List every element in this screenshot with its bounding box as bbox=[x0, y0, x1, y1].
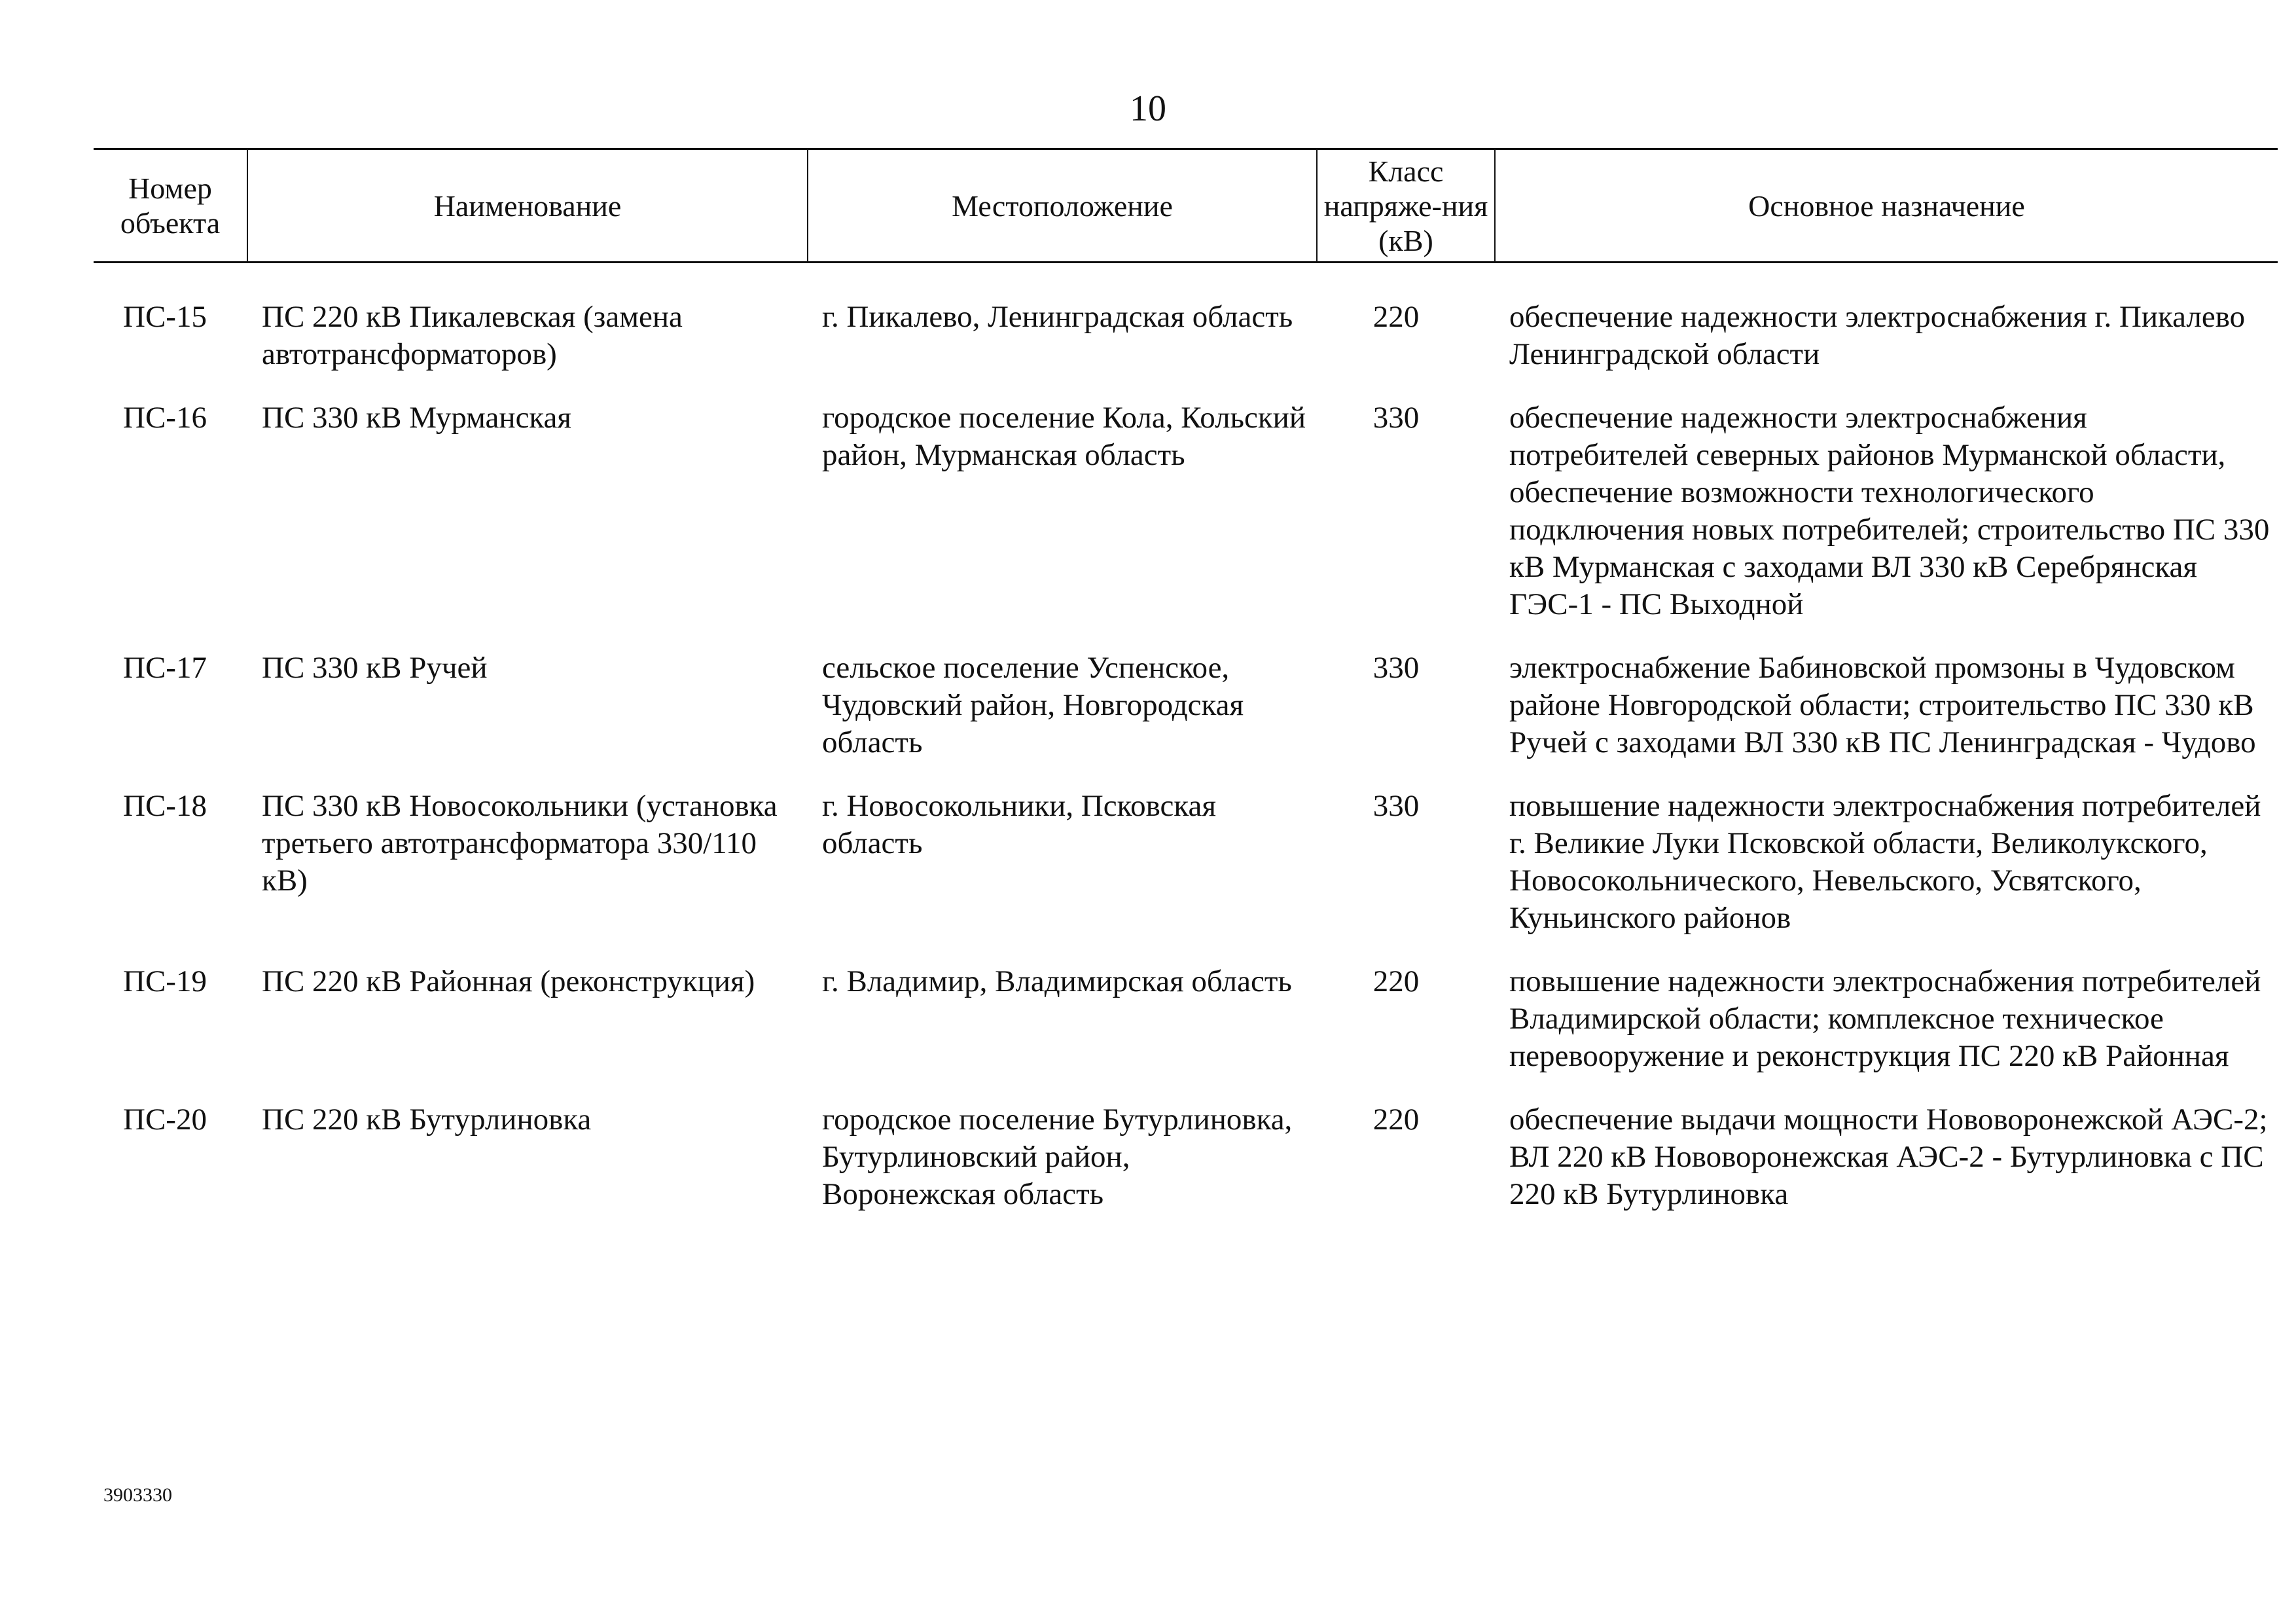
table-row bbox=[94, 963, 2278, 1101]
object-purpose: обеспечение надежности электроснабжения г. Пикалево Ленинградской области bbox=[1509, 300, 2246, 371]
object-voltage: 330 bbox=[1372, 789, 1420, 823]
header-location: Местоположение bbox=[808, 149, 1317, 263]
object-purpose: повышение надежности электроснабжения потребителей Владимирской области; комплексное техническое перевооружение и реконструкция ПС 220 кВ Районная bbox=[1509, 964, 2261, 1073]
object-name: ПС 330 кВ Ручей bbox=[262, 651, 488, 685]
table-row bbox=[94, 649, 2278, 788]
document-code: 3903330 bbox=[103, 1484, 172, 1506]
object-location: г. Пикалево, Ленинградская область bbox=[822, 300, 1293, 334]
object-purpose: обеспечение надежности электроснабжения потребителей северных районов Мурманской области, обеспечение возможности технологического подключения новых потребителей; строительство ПС 330 кВ Мурманская с заходами ВЛ 330 кВ Серебрянская ГЭС-1 - ПС Выходной bbox=[1509, 401, 2270, 621]
object-location: городское поселение Кола, Кольский район, Мурманская область bbox=[822, 401, 1306, 472]
object-number: ПС-15 bbox=[123, 300, 207, 334]
table-row bbox=[94, 1101, 2278, 1239]
object-name: ПС 220 кВ Бутурлиновка bbox=[262, 1103, 592, 1137]
object-number: ПС-17 bbox=[123, 651, 207, 685]
substation-table bbox=[94, 148, 2278, 1239]
object-location: г. Владимир, Владимирская область bbox=[822, 964, 1292, 998]
object-location: сельское поселение Успенское, Чудовский район, Новгородская область bbox=[822, 651, 1244, 759]
object-number: ПС-16 bbox=[123, 401, 207, 435]
object-voltage: 330 bbox=[1372, 401, 1420, 435]
table-body bbox=[94, 263, 2278, 1240]
object-location: городское поселение Бутурлиновка, Бутурлиновский район, Воронежская область bbox=[822, 1103, 1293, 1211]
page-number: 10 bbox=[1130, 88, 1166, 129]
table-row bbox=[94, 399, 2278, 649]
header-purpose: Основное назначение bbox=[1495, 149, 2278, 263]
object-number: ПС-19 bbox=[123, 964, 207, 998]
object-voltage: 330 bbox=[1372, 651, 1420, 685]
object-name: ПС 330 кВ Мурманская bbox=[262, 401, 572, 435]
table-header bbox=[94, 149, 2278, 263]
header-row bbox=[94, 149, 2278, 263]
object-location: г. Новосокольники, Псковская область bbox=[822, 789, 1216, 860]
object-number: ПС-18 bbox=[123, 789, 207, 823]
object-voltage: 220 bbox=[1372, 1103, 1420, 1137]
object-name: ПС 330 кВ Новосокольники (установка третьего автотрансформатора 330/110 кВ) bbox=[262, 789, 778, 898]
object-name: ПС 220 кВ Районная (реконструкция) bbox=[262, 964, 755, 998]
object-purpose: повышение надежности электроснабжения потребителей г. Великие Луки Псковской области, Великолукского, Новосокольнического, Невельского, Усвятского, Куньинского районов bbox=[1509, 789, 2261, 935]
header-voltage: Класс напряже-ния (кВ) bbox=[1317, 149, 1495, 263]
header-name: Наименование bbox=[247, 149, 808, 263]
object-voltage: 220 bbox=[1372, 300, 1420, 334]
object-voltage: 220 bbox=[1372, 964, 1420, 998]
object-number: ПС-20 bbox=[123, 1103, 207, 1137]
object-purpose: электроснабжение Бабиновской промзоны в Чудовском районе Новгородской области; строительство ПС 330 кВ Ручей с заходами ВЛ 330 кВ ПС Ленинградская - Чудово bbox=[1509, 651, 2256, 759]
object-purpose: обеспечение выдачи мощности Нововоронежской АЭС-2; ВЛ 220 кВ Нововоронежская АЭС-2 - Бутурлиновка с ПС 220 кВ Бутурлиновка bbox=[1509, 1103, 2268, 1211]
table-row bbox=[94, 788, 2278, 963]
table-row bbox=[94, 263, 2278, 400]
header-number: Номер объекта bbox=[94, 149, 247, 263]
object-name: ПС 220 кВ Пикалевская (замена автотрансформаторов) bbox=[262, 300, 683, 371]
